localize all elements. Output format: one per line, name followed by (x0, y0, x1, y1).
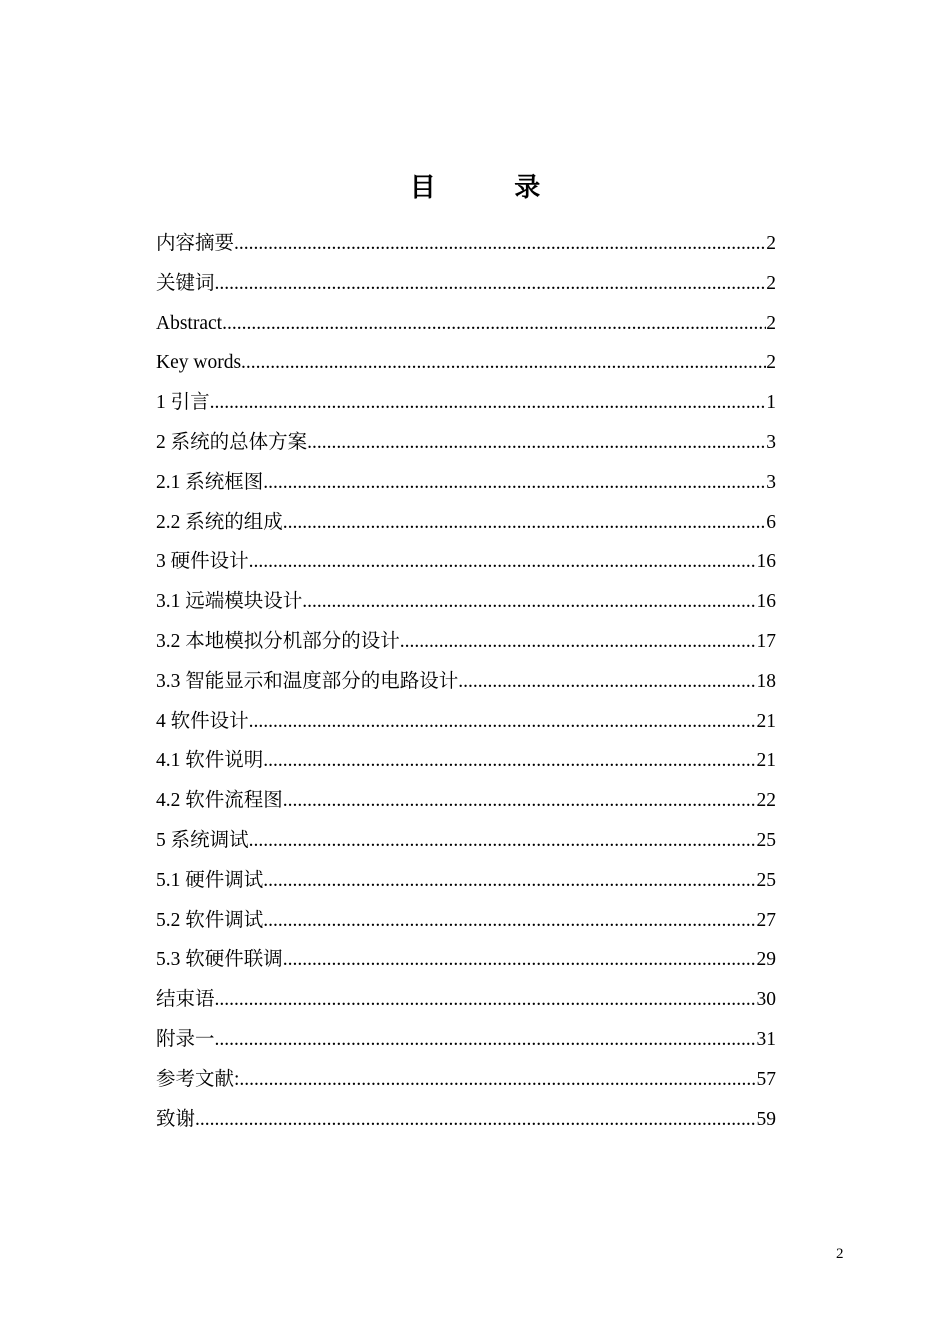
toc-entry-page: 18 (756, 670, 776, 692)
toc-dot-leader (263, 863, 756, 899)
toc-entry-page: 57 (756, 1068, 776, 1090)
toc-dot-leader (283, 505, 766, 541)
toc-dot-leader (263, 743, 756, 779)
toc-entry-label: 关键词 (156, 272, 215, 294)
toc-entry[interactable] (156, 863, 776, 903)
page-number: 2 (836, 1246, 844, 1262)
toc-entry-label: Key words (156, 352, 242, 374)
toc-entry[interactable] (156, 982, 776, 1022)
toc-dot-leader (249, 704, 757, 740)
toc-entry-label: 4.2 软件流程图 (156, 790, 283, 812)
toc-entry[interactable] (156, 425, 776, 465)
toc-entry[interactable] (156, 584, 776, 624)
toc-entry-page: 25 (756, 829, 776, 851)
toc-entry[interactable] (156, 385, 776, 425)
toc-dot-leader (222, 306, 766, 342)
toc-entry[interactable] (156, 345, 776, 385)
toc-entry[interactable] (156, 664, 776, 704)
toc-entry[interactable] (156, 783, 776, 823)
toc-entry[interactable] (156, 306, 776, 346)
toc-dot-leader (249, 823, 757, 859)
toc-dot-leader (458, 664, 756, 700)
toc-dot-leader (234, 226, 766, 262)
toc-dot-leader (263, 465, 766, 501)
toc-entry-label: 3 硬件设计 (156, 551, 249, 573)
toc-entry-label: 2.1 系统框图 (156, 471, 264, 493)
toc-entry-page: 21 (756, 750, 776, 772)
toc-entry-label: 5.3 软硬件联调 (156, 949, 283, 971)
toc-entry-label: Abstract (156, 312, 223, 334)
toc-entry-label: 2 系统的总体方案 (156, 431, 308, 453)
toc-entry-page: 3 (766, 431, 776, 453)
toc-title: 目 录 (409, 173, 577, 202)
toc-entry-page: 16 (756, 591, 776, 613)
toc-dot-leader (215, 266, 767, 302)
toc-dot-leader (302, 584, 756, 620)
toc-dot-leader (215, 1022, 757, 1058)
toc-dot-leader (241, 345, 766, 381)
toc-dot-leader (307, 425, 766, 461)
toc-entry[interactable] (156, 266, 776, 306)
toc-dot-leader (283, 783, 757, 819)
toc-entry-page: 29 (756, 949, 776, 971)
toc-entry-label: 3.1 远端模块设计 (156, 591, 303, 613)
toc-entry[interactable] (156, 903, 776, 943)
toc-entry-page: 31 (756, 1028, 776, 1050)
toc-dot-leader (249, 544, 757, 580)
toc-entry-page: 27 (756, 909, 776, 931)
toc-entry[interactable] (156, 465, 776, 505)
toc-entry-page: 30 (756, 989, 776, 1011)
toc-entry-label: 3.3 智能显示和温度部分的电路设计 (156, 670, 459, 692)
toc-entry-page: 22 (756, 790, 776, 812)
toc-entry[interactable] (156, 1062, 776, 1102)
toc-entry-label: 2.2 系统的组成 (156, 511, 283, 533)
toc-entry-page: 2 (766, 352, 776, 374)
toc-entry[interactable] (156, 942, 776, 982)
toc-entry-label: 内容摘要 (156, 233, 235, 254)
toc-entry-page: 16 (756, 551, 776, 573)
toc-dot-leader (283, 942, 757, 978)
toc-entry-label: 5.1 硬件调试 (156, 869, 264, 891)
toc-entry-label: 3.2 本地模拟分机部分的设计 (156, 630, 400, 652)
toc-entry[interactable] (156, 743, 776, 783)
toc-entry-label: 4.1 软件说明 (156, 750, 264, 772)
toc-entry-page: 59 (756, 1108, 776, 1130)
toc-entry-page: 2 (766, 312, 776, 334)
toc-dot-leader (239, 1062, 756, 1098)
toc-entry[interactable] (156, 624, 776, 664)
toc-entry-label: 1 引言 (156, 392, 210, 414)
toc-entry[interactable] (156, 704, 776, 744)
toc-entry[interactable] (156, 1022, 776, 1062)
toc-entry[interactable] (156, 226, 776, 266)
toc-entry-label: 4 软件设计 (156, 710, 249, 732)
toc-entry-label: 致谢 (156, 1108, 196, 1130)
toc-dot-leader (263, 903, 756, 939)
toc-dot-leader (400, 624, 757, 660)
toc-entry[interactable] (156, 1102, 776, 1142)
toc-entry-label: 结束语 (156, 989, 215, 1011)
toc-entry-page: 6 (766, 511, 776, 533)
toc-dot-leader (215, 982, 757, 1018)
toc-list (156, 226, 776, 1141)
toc-entry-page: 17 (756, 630, 776, 652)
toc-entry[interactable] (156, 823, 776, 863)
toc-dot-leader (195, 1102, 756, 1138)
toc-entry-label: 参考文献: (156, 1068, 240, 1090)
toc-entry-page: 25 (756, 869, 776, 891)
toc-entry-page: 21 (756, 710, 776, 732)
toc-entry-page: 2 (766, 233, 776, 254)
toc-entry[interactable] (156, 544, 776, 584)
toc-entry-label: 5 系统调试 (156, 829, 249, 851)
toc-entry-page: 2 (766, 272, 776, 294)
toc-entry[interactable] (156, 505, 776, 545)
toc-entry-label: 附录一 (156, 1028, 215, 1050)
toc-entry-label: 5.2 软件调试 (156, 909, 264, 931)
toc-entry-page: 3 (766, 471, 776, 493)
toc-entry-page: 1 (766, 392, 776, 414)
toc-dot-leader (210, 385, 767, 421)
